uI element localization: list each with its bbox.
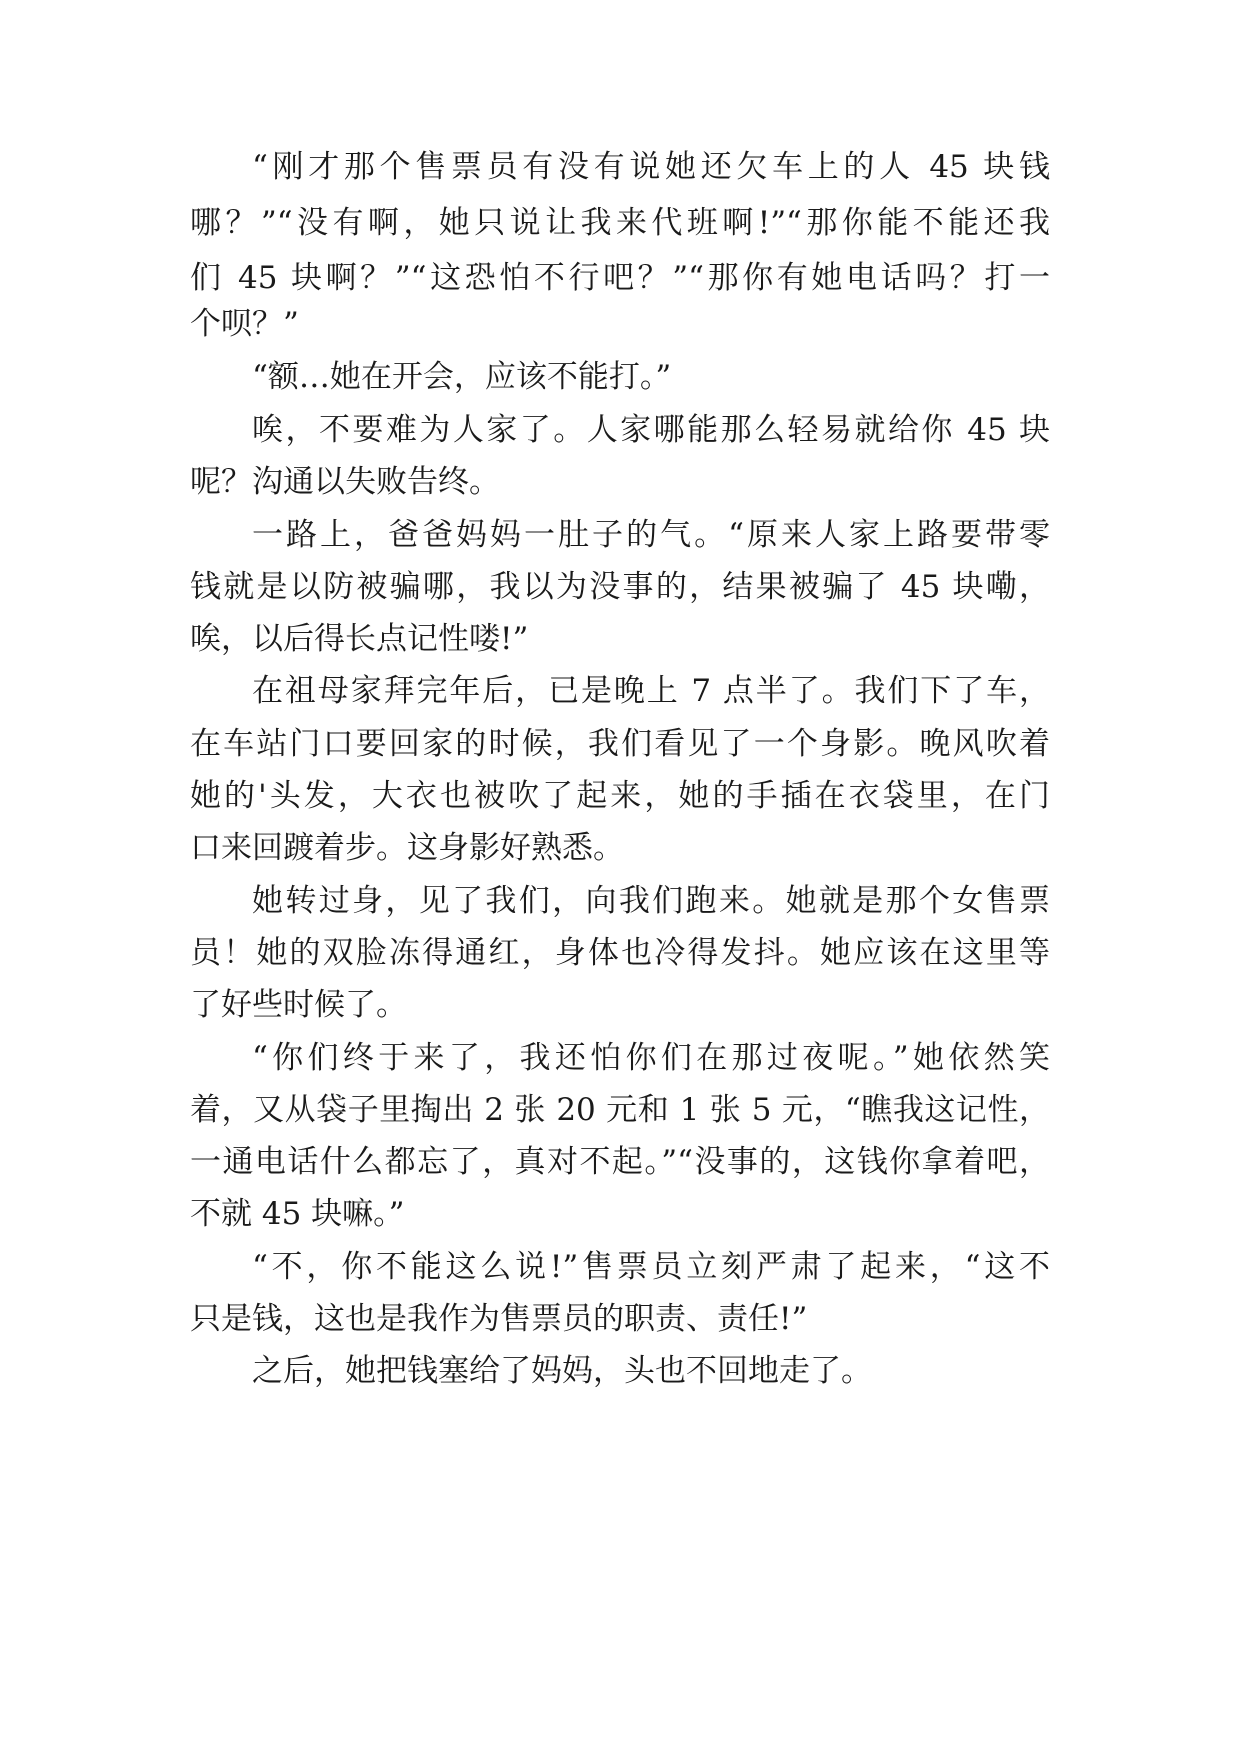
text-line: 只是钱，这也是我作为售票员的职责、责任!” <box>190 1301 808 1337</box>
text-line: 呢？沟通以失败告终。 <box>190 464 500 500</box>
text-line: 在车站门口要回家的时候，我们看见了一个身影。晚风吹着 <box>190 726 1050 762</box>
text-line: 唉，不要难为人家了。人家哪能那么轻易就给你 45 块 <box>252 412 1050 448</box>
text-line: 钱就是以防被骗哪，我以为没事的，结果被骗了 45 块嘞， <box>190 569 1050 605</box>
text-line: 之后，她把钱塞给了妈妈，头也不回地走了。 <box>252 1353 872 1389</box>
text-line: “不，你不能这么说!”售票员立刻严肃了起来，“这不 <box>252 1249 1050 1285</box>
text-line: 着，又从袋子里掏出 2 张 20 元和 1 张 5 元，“瞧我这记性， <box>190 1092 1050 1128</box>
text-line: “额…她在开会，应该不能打。” <box>252 359 672 395</box>
text-line: 一通电话什么都忘了，真对不起。”“没事的，这钱你拿着吧， <box>190 1144 1050 1180</box>
text-line: “刚才那个售票员有没有说她还欠车上的人 45 块钱 <box>252 149 1050 185</box>
text-line: 口来回踱着步。这身影好熟悉。 <box>190 830 624 866</box>
text-line: 她的'头发，大衣也被吹了起来，她的手插在衣袋里，在门 <box>190 778 1050 814</box>
text-line: 哪？”“没有啊，她只说让我来代班啊!”“那你能不能还我 <box>190 205 1050 241</box>
text-line: 们 45 块啊？”“这恐怕不行吧？”“那你有她电话吗？打一 <box>190 260 1050 296</box>
text-line: “你们终于来了，我还怕你们在那过夜呢。”她依然笑 <box>252 1040 1050 1076</box>
text-line: 唉，以后得长点记性喽!” <box>190 621 529 657</box>
text-line: 不就 45 块嘛。” <box>190 1196 405 1232</box>
text-line: 了好些时候了。 <box>190 987 407 1023</box>
text-line: 员！她的双脸冻得通红，身体也冷得发抖。她应该在这里等 <box>190 935 1050 971</box>
text-line: 一路上，爸爸妈妈一肚子的气。“原来人家上路要带零 <box>252 517 1050 553</box>
text-line: 在祖母家拜完年后，已是晚上 7 点半了。我们下了车， <box>252 673 1050 709</box>
text-line: 个呗？” <box>190 306 299 342</box>
text-line: 她转过身，见了我们，向我们跑来。她就是那个女售票 <box>252 883 1050 919</box>
